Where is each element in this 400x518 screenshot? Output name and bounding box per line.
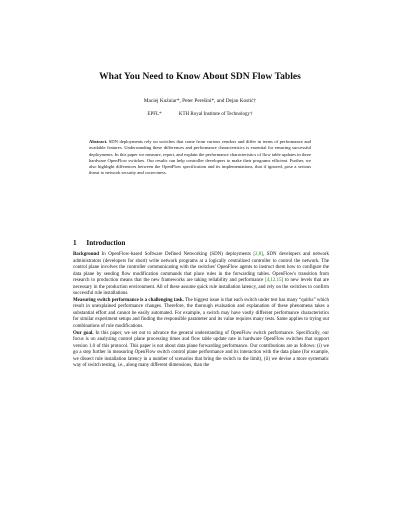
abstract-text: SDN deployments rely on switches that come from various vendors and differ in terms of performance and available features. Understanding these differences and performance characteristics is essential for ensuring successful deployments. In this paper we measure, report, and explain the performance characteristics of flow table updates in three hardware OpenFlow switches. Our results can help controller developers to make their programs efficient. Further, we also highlight differences between the OpenFlow specification and its implementations, that if ignored, pose a serious threat to network security and correctness. (89, 139, 311, 176)
affiliation-kth: KTH Royal Institute of Technology† (178, 112, 253, 117)
paragraph-text: In this paper, we set out to advance the general understanding of OpenFlow switch performance. Specifically, our focus is on analyzing control plane processing times and flow table update rate in hardware OpenFlow switches that support version 1.0 of this protocol. This paper is not about data plane forwarding performance. Our contributions are as follows: (i) we go a step further in measuring OpenFlow switch control plane performance and its interaction with the data plane (for example, we dissect rule installation latency in a number of scenarios that bring the switch to the limit), (ii) we devise a more systematic way of switch testing, i.e., along many different dimensions, than the (73, 330, 330, 369)
section-heading (73, 239, 125, 247)
paragraph-text: In OpenFlow-based Software Defined Networking (SDN) deployments (101, 252, 251, 257)
section-title: Introduction (86, 239, 126, 247)
abstract-label: Abstract. (89, 139, 108, 144)
citation-link[interactable]: [4,12,15] (265, 278, 284, 284)
paragraph-label: Our goal. (73, 330, 94, 336)
paper-title: What You Need to Know About SDN Flow Tables (99, 72, 301, 82)
paragraph-label: Background (73, 252, 99, 257)
affiliations (0, 112, 400, 117)
author-list: Maciej Kuźniar*, Peter Perešíni*, and Dejan Kostić† (143, 98, 257, 104)
paragraph-measuring (73, 298, 329, 331)
paragraph-text: to new levels that are necessary in the production environment. All of these assume quick rule installation latency, and rely on the switches to confirm successful rule installations. (73, 278, 330, 297)
paragraph-goal (73, 331, 329, 370)
paragraph-label: Measuring switch performance is a challenging task. (73, 297, 184, 303)
paragraph-text: , SDN developers and network administrators (developers for short) write network programs at a logically centralized controller to control the network. The control plane involves the controller communicating with the switches' OpenFlow agents to instruct them how to configure the data plane by sending flow modification commands that place rules in the forwarding tables. OpenFlow's transition from research to production means that the new frameworks are taking reliability and performance (73, 252, 330, 284)
body-text (73, 252, 329, 370)
paragraph-text: The biggest issue is that each switch under test has many “quirks” which result in unexplained performance changes. Therefore, the thorough evaluation and explanation of these phenomena takes a substantial effort and cannot be easily automated. For example, a switch may have vastly different performance characteristics for similar experiment setups and finding the responsible parameter and its value requires many tests. Same applies to trying out combinations of rule modifications. (73, 297, 329, 330)
affiliation-epfl: EPFL* (147, 112, 162, 117)
paragraph-background (73, 252, 329, 298)
citation-link[interactable]: [2,8] (253, 252, 263, 257)
section-number: 1 (73, 239, 77, 247)
abstract (89, 139, 311, 177)
